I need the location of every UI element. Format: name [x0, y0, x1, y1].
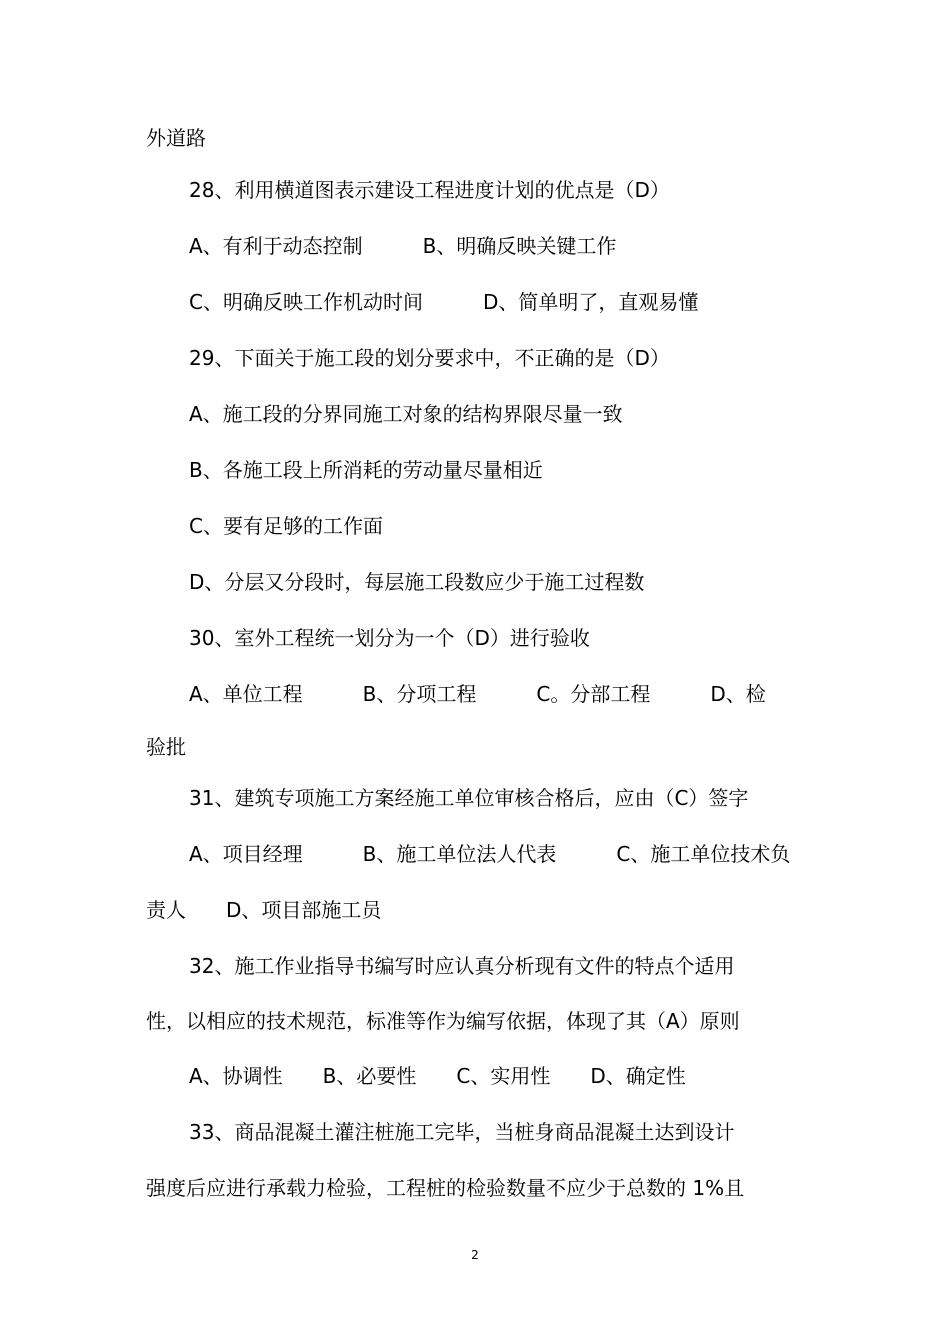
question-31-options-continued: 责人 D、项目部施工员 — [146, 898, 382, 922]
question-30-options-continued: 验批 — [146, 735, 186, 759]
question-28-options-ab: A、有利于动态控制 B、明确反映关键工作 — [189, 234, 617, 258]
question-30-options: A、单位工程 B、分项工程 C。分部工程 D、检 — [189, 682, 766, 706]
text-line: 外道路 — [146, 126, 206, 150]
question-28-options-cd: C、明确反映工作机动时间 D、简单明了，直观易懂 — [189, 290, 699, 314]
question-31: 31、建筑专项施工方案经施工单位审核合格后，应由（C）签字 — [189, 786, 749, 810]
question-33-continued: 强度后应进行承载力检验，工程桩的检验数量不应少于总数的 1%且 — [146, 1176, 745, 1200]
question-31-options: A、项目经理 B、施工单位法人代表 C、施工单位技术负 — [189, 842, 791, 866]
question-32-options: A、协调性 B、必要性 C、实用性 D、确定性 — [189, 1064, 686, 1088]
question-29-option-d: D、分层又分段时，每层施工段数应少于施工过程数 — [189, 570, 645, 594]
question-33: 33、商品混凝土灌注桩施工完毕，当桩身商品混凝土达到设计 — [189, 1120, 735, 1144]
question-32: 32、施工作业指导书编写时应认真分析现有文件的特点个适用 — [189, 954, 735, 978]
question-28: 28、利用横道图表示建设工程进度计划的优点是（D） — [189, 178, 670, 202]
question-32-continued: 性，以相应的技术规范，标准等作为编写依据，体现了其（A）原则 — [146, 1009, 740, 1033]
question-29: 29、下面关于施工段的划分要求中，不正确的是（D） — [189, 346, 670, 370]
question-29-option-a: A、施工段的分界同施工对象的结构界限尽量一致 — [189, 402, 623, 426]
question-30: 30、室外工程统一划分为一个（D）进行验收 — [189, 626, 590, 650]
question-29-option-c: C、要有足够的工作面 — [189, 514, 383, 538]
page-number: 2 — [471, 1248, 479, 1262]
question-29-option-b: B、各施工段上所消耗的劳动量尽量相近 — [189, 458, 543, 482]
